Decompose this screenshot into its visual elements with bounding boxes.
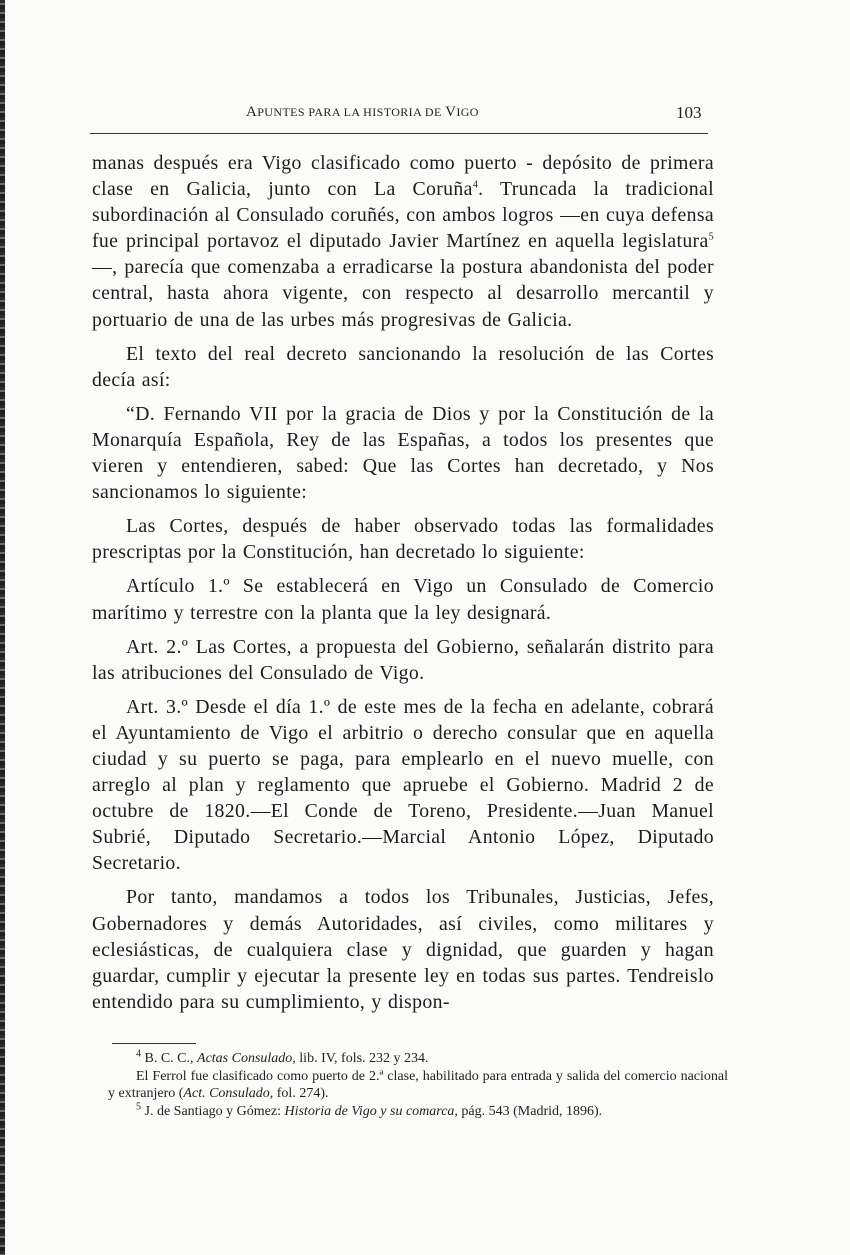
footnotes: [108, 1050, 728, 1120]
page-number: 103: [676, 103, 702, 122]
paragraph-decree-opening: “D. Fernando VII por la gracia de Dios y por la Constitución de la Monarquía Española, Rey de las Españas, a todos los presentes que vieren y entendieren, sabed: Que las Cortes han decretado, y Nos sancionamos lo siguiente:: [92, 402, 714, 504]
footnote-5: $^5$ J. de Santiago y Gómez: Historia de Vigo y su comarca, pág. 543 (Madrid, 1896).: [136, 1100, 603, 1119]
footnote-ref-4: 4: [472, 179, 479, 191]
paragraph-mandate: Por tanto, mandamos a todos los Tribunales, Justicias, Jefes, Gobernadores y demás Autoridades, así civiles, como militares y eclesiásticas, de cualquiera clase y dignidad, que guarden y hagan guardar, cumplir y ejecutar la presente ley en todas sus partes. Tendreislo entendido para su cumplimiento, y dispon-: [92, 886, 714, 1013]
scan-binding-edge: [0, 0, 5, 1255]
running-head: APUNTES PARA LA HISTORIA DE VIGO: [246, 104, 479, 120]
paragraph-article-1: Artículo 1.º Se establecerá en Vigo un Consulado de Comercio marítimo y terrestre con la planta que la ley designará.: [92, 575, 714, 624]
paragraph-article-2: Art. 2.º Las Cortes, a propuesta del Gobierno, señalarán distrito para las atribuciones del Consulado de Vigo.: [92, 635, 714, 684]
footnote-4-continuation: El Ferrol fue clasificado como puerto de 2.ª clase, habilitado para entrada y salida del comercio nacional y extranjero (Act. Consulado, fol. 274).: [108, 1068, 728, 1101]
header-rule: [90, 133, 708, 134]
paragraph-cortes: Las Cortes, después de haber observado todas las formalidades prescriptas por la Constitución, han decretado lo siguiente:: [92, 515, 714, 564]
paragraph-article-3: Art. 3.º Desde el día 1.º de este mes de la fecha en adelante, cobrará el Ayuntamiento de Vigo el arbitrio o derecho consular que en aquella ciudad y su puerto se paga, para emplearlo en el nuevo muelle, con arreglo al plan y reglamento que apruebe el Gobierno. Madrid 2 de octubre de 1820.—El Conde de Toreno, Presidente.—Juan Manuel Subrié, Diputado Secretario.—Marcial Antonio López, Diputado Secretario.: [92, 695, 714, 875]
paragraph-intro: El texto del real decreto sancionando la resolución de las Cortes decía así:: [92, 342, 714, 391]
footnote-4: $^4$ B. C. C., Actas Consulado, lib. IV, fols. 232 y 234.: [136, 1048, 429, 1066]
body-text: [92, 150, 714, 1023]
footnote-rule: [112, 1043, 196, 1044]
footnote-ref-5: 5: [708, 231, 714, 243]
paragraph-continuation: manas después era Vigo clasificado como puerto - depósito de primera clase en Galicia, junto con La Coruña$^4$. Truncada la tradicional subordinación al Consulado coruñés, con ambos logros —en cuya defensa fue principal portavoz el diputado Javier Martínez en aquella legislatura$^5$—, parecía que comenzaba a erradicarse la postura abandonista del poder central, hasta ahora vigente, con respecto al desarrollo mercantil y portuario de una de las urbes más progresivas de Galicia.: [92, 152, 714, 331]
